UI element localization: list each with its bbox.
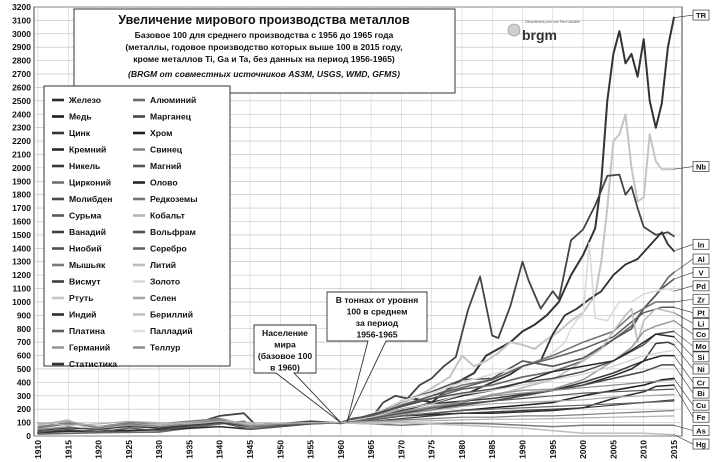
legend-item: Железо [69, 95, 101, 105]
y-tick-label: 1600 [12, 216, 31, 227]
legend-item: Медь [69, 111, 92, 122]
x-tick-label: 1985 [487, 439, 498, 459]
x-tick-label: 1930 [154, 440, 165, 459]
x-tick-label: 1945 [244, 440, 255, 459]
x-tick-label: 1960 [335, 440, 346, 459]
y-tick-label: 3100 [12, 15, 31, 26]
y-tick-label: 2600 [12, 82, 31, 93]
y-tick-label: 1800 [12, 189, 31, 200]
legend-item: Цинк [69, 128, 91, 138]
brgm-logo-tagline: Géosciences pour une Terre durable [525, 20, 580, 24]
y-tick-label: 2200 [12, 136, 31, 147]
y-tick-label: 1100 [12, 283, 31, 294]
y-tick-label: 1400 [12, 243, 31, 254]
legend-item: Никель [69, 161, 101, 171]
x-tick-label: 2000 [578, 440, 589, 459]
y-tick-label: 400 [16, 377, 31, 388]
y-tick-label: 900 [16, 310, 31, 321]
legend-item: Редкоземы [150, 194, 198, 204]
x-tick-label: 1965 [366, 440, 377, 459]
y-tick-label: 2500 [12, 95, 31, 106]
x-tick-label: 1995 [547, 440, 558, 459]
chart-title: Увеличение мирового производства металлов [118, 13, 410, 27]
x-tick-label: 1975 [426, 440, 437, 459]
end-label-al: Al [697, 255, 705, 265]
callout-line: за период [355, 318, 399, 328]
legend-item: Платина [69, 326, 105, 336]
y-tick-label: 2000 [12, 162, 31, 173]
legend-item: Серебро [150, 243, 187, 254]
legend-item: Сурьма [69, 210, 102, 221]
end-label-fe: Fe [696, 413, 706, 423]
legend-item: Цирконий [69, 177, 112, 188]
y-tick-label: 2100 [12, 149, 31, 160]
callout-line: в 1960) [270, 362, 300, 373]
brgm-logo-mark [508, 24, 520, 36]
legend-item: Свинец [150, 144, 183, 155]
end-label-tr: TR [695, 11, 707, 21]
end-label-li: Li [697, 319, 705, 329]
end-label-zr: Zr [697, 295, 705, 305]
end-label-pt: Pt [697, 308, 705, 318]
legend-item: Вольфрам [150, 227, 196, 237]
legend-item: Германий [69, 342, 111, 353]
end-label-in: In [697, 240, 705, 250]
end-label-bi: Bi [697, 389, 705, 399]
y-tick-label: 700 [16, 337, 31, 348]
x-tick-label: 1910 [33, 440, 43, 459]
legend-item: Алюминий [150, 95, 197, 105]
y-tick-label: 800 [16, 323, 31, 334]
legend-item: Индий [69, 309, 97, 320]
y-tick-label: 2900 [12, 42, 31, 53]
end-label-cr: Cr [696, 378, 706, 388]
x-tick-label: 1935 [184, 440, 195, 459]
x-tick-label: 1920 [93, 440, 104, 459]
y-tick-label: 1300 [12, 256, 31, 267]
y-tick-label: 100 [16, 417, 31, 428]
legend-item: Кобальт [150, 210, 185, 221]
callout-line: 100 в среднем [346, 306, 408, 317]
legend-item: Висмут [69, 276, 101, 287]
title-box [74, 9, 455, 93]
end-label-nb: Nb [695, 162, 707, 172]
y-tick-label: 1900 [12, 176, 31, 187]
legend-item: Ниобий [69, 243, 102, 254]
y-tick-label: 2800 [12, 55, 31, 66]
y-tick-label: 1700 [12, 203, 31, 214]
legend-item: Олово [150, 177, 178, 188]
y-tick-label: 200 [16, 404, 31, 415]
x-tick-label: 1970 [396, 440, 407, 459]
callout-line: Население [262, 328, 308, 338]
callout-line: мира [274, 339, 296, 350]
legend-item: Ванадий [69, 227, 106, 237]
x-tick-label: 2010 [638, 440, 649, 459]
end-label-hg: Hg [695, 440, 707, 450]
legend-item: Марганец [150, 111, 191, 122]
y-tick-label: 2400 [12, 109, 31, 120]
end-label-as: As [696, 426, 706, 436]
end-label-cu: Cu [695, 401, 707, 411]
y-tick-label: 2700 [12, 69, 31, 80]
y-tick-label: 1000 [12, 296, 31, 307]
y-tick-label: 1200 [12, 270, 31, 281]
x-tick-label: 2005 [608, 440, 619, 459]
legend-item: Бериллий [150, 309, 193, 320]
x-tick-label: 1955 [305, 440, 316, 459]
y-tick-label: 300 [16, 390, 31, 401]
callout-line: (базовое 100 [257, 351, 313, 361]
y-tick-label: 600 [16, 350, 31, 361]
x-tick-label: 1915 [63, 440, 74, 459]
y-tick-label: 0 [26, 431, 31, 441]
x-tick-label: 1990 [517, 440, 528, 459]
chart-subtitle-line-2: (металлы, годовое производство которых выше 100 в 2015 году, [125, 42, 403, 52]
legend-item: Ртуть [69, 293, 94, 303]
x-tick-label: 1940 [214, 440, 225, 459]
y-tick-label: 3200 [12, 2, 31, 12]
legend-item: Хром [150, 128, 173, 138]
end-label-mo: Mo [695, 342, 707, 352]
callout-line: 1956-1965 [356, 329, 398, 340]
legend-item: Литий [150, 260, 177, 270]
end-label-co: Co [695, 330, 707, 340]
chart-subtitle-line-3: кроме металлов Ti, Ga и Ta, без данных на период 1956-1965) [133, 54, 395, 64]
legend-item: Селен [150, 293, 177, 303]
end-label-v: V [698, 268, 704, 278]
x-tick-label: 1950 [275, 440, 286, 459]
end-label-ni: Ni [697, 364, 705, 374]
legend-item: Мышьяк [69, 260, 106, 270]
x-tick-label: 1925 [123, 440, 134, 459]
y-tick-label: 3000 [12, 28, 31, 39]
x-tick-label: 2015 [668, 440, 679, 459]
legend-item: Молибден [69, 194, 113, 204]
y-tick-label: 500 [16, 363, 31, 374]
legend-item: Палладий [150, 326, 193, 336]
x-tick-label: 1980 [456, 440, 467, 459]
chart-subtitle-line-1: Базовое 100 для среднего производства с 1956 до 1965 года [134, 30, 394, 40]
end-label-pd: Pd [696, 281, 706, 291]
y-tick-label: 2300 [12, 122, 31, 133]
y-tick-label: 1500 [12, 229, 31, 240]
legend-item: Кремний [69, 144, 107, 155]
legend-item: Теллур [150, 342, 181, 353]
chart-source: (BRGM от совместных источников AS3M, USGS, WMD, GFMS) [128, 69, 400, 79]
brgm-logo-text: brgm [522, 27, 557, 43]
end-label-si: Si [697, 352, 705, 362]
legend-item: Статистика [69, 359, 118, 369]
legend-item: Золото [150, 276, 181, 287]
callout-line: В тоннах от уровня [335, 295, 419, 305]
legend-item: Магний [150, 161, 182, 171]
